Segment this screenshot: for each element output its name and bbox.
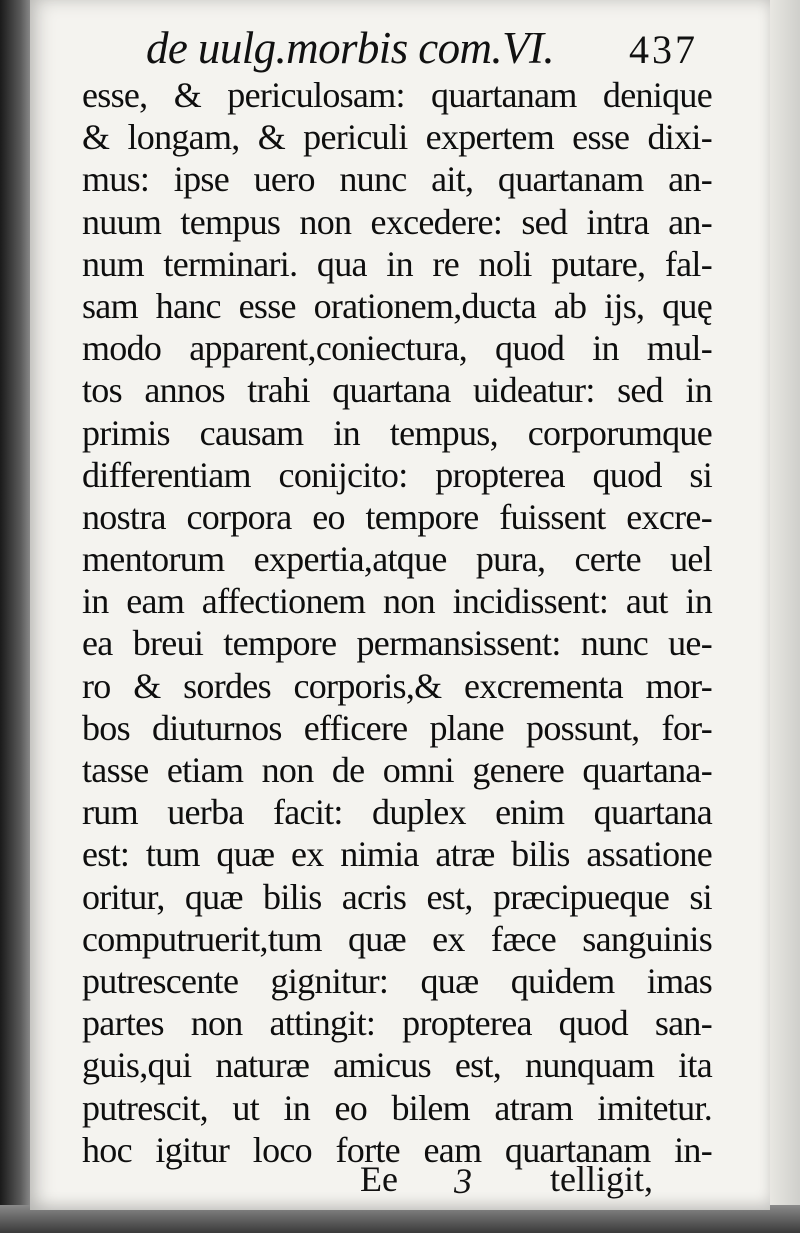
text-line: oritur, quæ bilis acris est, præcipueque si <box>82 876 712 917</box>
text-line: putrescit, ut in eo bilem atram imitetur. <box>82 1087 712 1128</box>
text-line: mus: ipse uero nunc ait, quartanam an- <box>82 159 712 200</box>
text-line: esse, & periculosam: quartanam denique <box>82 75 712 115</box>
text-line: guis,qui naturæ amicus est, nunquam ita <box>82 1045 712 1086</box>
scan-edge-left <box>0 0 34 1233</box>
text-line: hoc igitur loco forte eam quartanam in- <box>82 1129 712 1170</box>
scan-edge-right <box>770 0 800 1233</box>
page-footer <box>82 1158 682 1204</box>
text-line: differentiam conijcito: propterea quod si <box>82 454 712 495</box>
text-line: est: tum quæ ex nimia atræ bilis assatione <box>82 834 712 875</box>
text-line: mentorum expertia,atque pura, certe uel <box>82 539 712 580</box>
text-line: ea breui tempore permansissent: nunc ue- <box>82 623 712 664</box>
text-line: primis causam in tempus, corporumque <box>82 412 712 453</box>
text-line: nuum tempus non excedere: sed intra an- <box>82 201 712 242</box>
text-line: bos diuturnos efficere plane possunt, for- <box>82 707 712 748</box>
text-line: tos annos trahi quartana uideatur: sed in <box>82 370 712 411</box>
text-line: & longam, & periculi expertem esse dixi- <box>82 117 712 158</box>
signature-number: 3 <box>454 1161 472 1201</box>
text-line: in eam affectionem non incidissent: aut in <box>82 581 712 622</box>
text-line: ro & sordes corporis,& excrementa mor- <box>82 665 712 706</box>
text-line: putrescente gignitur: quæ quidem imas <box>82 960 712 1001</box>
text-line: partes non attingit: propterea quod san- <box>82 1003 712 1044</box>
signature-mark: Ee <box>360 1159 398 1199</box>
text-line: tasse etiam non de omni genere quartana- <box>82 750 712 790</box>
page-number: 437 <box>629 27 698 72</box>
page-header <box>118 18 698 78</box>
text-line: num terminari. qua in re noli putare, fal- <box>82 243 712 284</box>
book-page <box>30 0 770 1210</box>
text-line: rum uerba facit: duplex enim quartana <box>82 792 712 833</box>
body-text <box>82 74 712 1171</box>
catchword: telligit, <box>550 1159 653 1199</box>
text-line: sam hanc esse orationem,ducta ab ijs, quę <box>82 285 712 326</box>
running-head: de uulg.morbis com.VI. <box>146 23 554 73</box>
text-line: nostra corpora eo tempore fuissent excre- <box>82 496 712 537</box>
text-line: computruerit,tum quæ ex fæce sanguinis <box>82 918 712 959</box>
text-line: modo apparent,coniectura, quod in mul- <box>82 328 712 369</box>
